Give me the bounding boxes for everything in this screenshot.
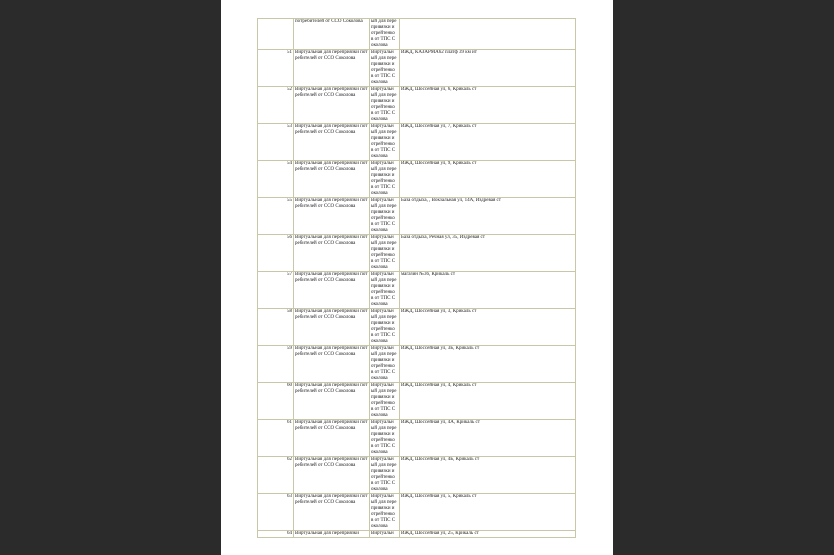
object-name-cell [294,457,370,494]
object-type: ый для пере привязки и отрейтенко в от ТПС С околова [371,19,397,48]
object-name: Виртуальная для переприязки потребителей от ССО Соколова [295,309,368,320]
object-address-cell [400,272,576,309]
document-page[interactable] [221,0,613,555]
table-row [258,50,576,87]
table-row [258,457,576,494]
row-number: 56 [287,235,292,240]
object-address: ИЖД, Шоссейная ул, 25, Крикаль ст [401,531,479,536]
row-number: 60 [287,383,292,388]
object-name: Виртуальная для переприязки потребителей от ССО Соколова [295,87,368,98]
object-address: ИЖД, Шоссейная ул, 5, Крикаль ст [401,494,477,499]
object-type: Виртуальн ый для пере привязки и отрейтенко в от ТПС С околова [371,383,397,418]
object-type-cell [370,346,400,383]
object-type-cell [370,457,400,494]
object-type: Виртуальн ый для пере привязки и отрейтенко в от ТПС С околова [371,124,397,159]
object-name-cell [294,346,370,383]
object-type-cell [370,235,400,272]
object-address-cell [400,383,576,420]
object-address [401,19,574,49]
row-number: 64 [287,531,292,536]
row-number-cell [258,50,294,87]
object-type: Виртуальн [371,531,394,536]
row-number: 58 [287,309,292,314]
object-address-cell [400,346,576,383]
row-number-cell [258,309,294,346]
object-name-cell [294,198,370,235]
object-type-cell [370,198,400,235]
object-name: Виртуальная для переприязки потребителей от ССО Соколова [295,346,368,357]
row-number-cell [258,161,294,198]
table-row [258,272,576,309]
table-row [258,309,576,346]
object-address-cell [400,457,576,494]
object-name-cell [294,161,370,198]
object-type: Виртуальн ый для пере привязки и отрейтенко в от ТПС С околова [371,87,397,122]
row-number-cell [258,346,294,383]
object-address: База отдыха, , Вокзальная ул, 14А, Издревая ст [401,198,501,203]
object-address-cell [400,19,576,50]
object-type: Виртуальн ый для пере привязки и отрейтенко в от ТПС С околова [371,198,397,233]
row-number-cell [258,272,294,309]
object-name-cell [294,494,370,531]
table-row [258,494,576,531]
row-number [259,19,292,49]
table-row [258,420,576,457]
row-number: 54 [287,161,292,166]
object-name-cell [294,50,370,87]
object-address-cell [400,531,576,538]
object-name: Виртуальная для переприязки потребителей от ССО Соколова [295,50,368,61]
object-type: Виртуальн ый для пере привязки и отрейтенко в от ТПС С околова [371,420,397,455]
row-number-cell [258,531,294,538]
table-row [258,346,576,383]
object-name: Виртуальная для переприязки потребителей от ССО Соколова [295,124,368,135]
object-name-cell [294,87,370,124]
object-name-cell [294,531,370,538]
object-address: ИЖД, Шоссейная ул, 3Б, Крикаль ст [401,346,480,351]
object-address-cell [400,420,576,457]
object-address: ИЖД, Шоссейная ул, 4А, Крикаль ст [401,420,480,425]
object-type-cell [370,87,400,124]
object-address: ИЖД, Шоссейная ул, 4Б, Крикаль ст [401,457,480,462]
object-address-cell [400,161,576,198]
object-name: Виртуальная для переприязки потребителей от ССО Соколова [295,272,368,283]
row-number-cell [258,420,294,457]
object-type-cell [370,50,400,87]
object-name: Виртуальная для переприязки [295,531,359,536]
row-number: 53 [287,124,292,129]
table-row [258,87,576,124]
object-address: магазин №36, Крикаль ст [401,272,456,277]
row-number-cell [258,19,294,50]
object-name-cell [294,309,370,346]
object-address-cell [400,309,576,346]
table-row [258,19,576,50]
object-name: Виртуальная для переприязки потребителей от ССО Соколова [295,383,368,394]
object-name: Виртуальная для переприязки потребителей от ССО Соколова [295,494,368,505]
object-type: Виртуальн ый для пере привязки и отрейтенко в от ТПС С околова [371,457,397,492]
table-row [258,531,576,538]
data-table [257,18,576,538]
object-name-cell [294,19,370,50]
object-type: Виртуальн ый для пере привязки и отрейтенко в от ТПС С околова [371,346,397,381]
row-number-cell [258,383,294,420]
row-number: 62 [287,457,292,462]
object-name: Виртуальная для переприязки потребителей от ССО Соколова [295,198,368,209]
row-number: 51 [287,50,292,55]
object-type-cell [370,161,400,198]
object-name: Виртуальная для переприязки потребителей от ССО Соколова [295,235,368,246]
object-type-cell [370,383,400,420]
object-name-cell [294,420,370,457]
row-number: 61 [287,420,292,425]
object-name: Виртуальная для переприязки потребителей от ССО Соколова [295,457,368,468]
object-address-cell [400,124,576,161]
object-type-cell [370,494,400,531]
object-address: ИЖД, Шоссейная ул, 7, Крикаль ст [401,124,477,129]
object-address-cell [400,198,576,235]
row-number: 63 [287,494,292,499]
object-address: ИЖД, Шоссейная ул, 3, Крикаль ст [401,309,477,314]
row-number: 52 [287,87,292,92]
object-type-cell [370,309,400,346]
object-address-cell [400,235,576,272]
row-number-cell [258,494,294,531]
object-type: Виртуальн ый для пере привязки и отрейтенко в от ТПС С околова [371,494,397,529]
object-name-cell [294,383,370,420]
row-number-cell [258,457,294,494]
row-number: 57 [287,272,292,277]
table-row [258,383,576,420]
object-address-cell [400,494,576,531]
object-address: ИЖД, Шоссейная ул, 9, Крикаль ст [401,161,477,166]
object-type-cell [370,531,400,538]
table-row [258,124,576,161]
object-address-cell [400,87,576,124]
object-name: потребителей от ССО Соколова [295,19,363,24]
table-body [258,19,576,538]
object-address: База отдыха, Речная ул, 35, Издревая ст [401,235,485,240]
object-name-cell [294,124,370,161]
table-row [258,161,576,198]
object-type: Виртуальн ый для пере привязки и отрейтенко в от ТПС С околова [371,272,397,307]
row-number: 59 [287,346,292,351]
object-name-cell [294,272,370,309]
row-number: 55 [287,198,292,203]
object-type: Виртуальн ый для пере привязки и отрейтенко в от ТПС С околова [371,309,397,344]
object-type: Виртуальн ый для пере привязки и отрейтенко в от ТПС С околова [371,50,397,85]
object-name-cell [294,235,370,272]
object-type: Виртуальн ый для пере привязки и отрейтенко в от ТПС С околова [371,161,397,196]
row-number-cell [258,87,294,124]
row-number-cell [258,235,294,272]
object-address-cell [400,50,576,87]
object-type-cell [370,420,400,457]
object-address: ИЖД, КАЗАРМА62 платф 39 км ит [401,50,477,55]
object-address: ИЖД, Шоссейная ул, 4, Крикаль ст [401,383,477,388]
object-address: ИЖД, Шоссейная ул, 6, Крикаль ст [401,87,477,92]
object-type-cell [370,19,400,50]
object-name: Виртуальная для переприязки потребителей от ССО Соколова [295,420,368,431]
object-type-cell [370,124,400,161]
object-name: Виртуальная для переприязки потребителей от ССО Соколова [295,161,368,172]
table-row [258,235,576,272]
object-type-cell [370,272,400,309]
table-row [258,198,576,235]
object-type: Виртуальн ый для пере привязки и отрейтенко в от ТПС С околова [371,235,397,270]
row-number-cell [258,198,294,235]
row-number-cell [258,124,294,161]
